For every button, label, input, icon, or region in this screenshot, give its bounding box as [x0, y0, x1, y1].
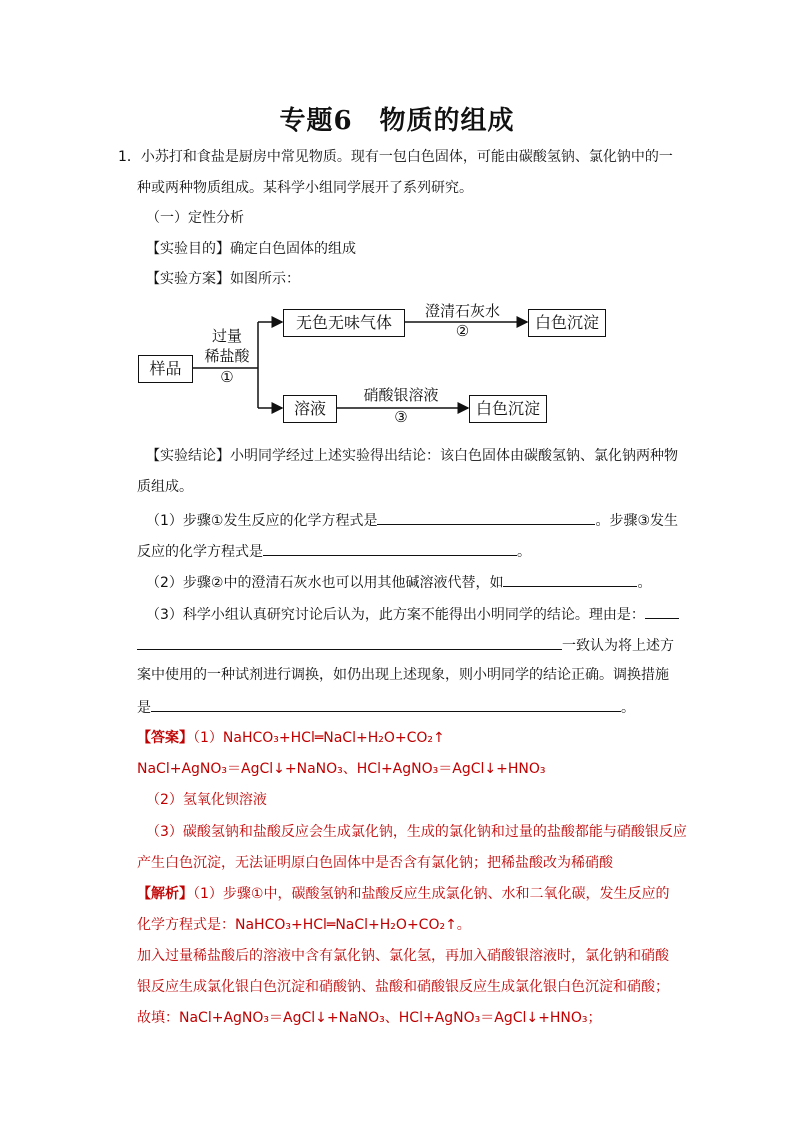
flow-diagram	[0, 0, 794, 440]
answer-line1	[137, 729, 445, 747]
q1-prompt-cont: 。步骤③发生	[595, 513, 679, 529]
conclusion-line2: 质组成。	[137, 479, 193, 495]
question-intro-line2: 种或两种物质组成。某科学小组同学展开了系列研究。	[137, 180, 473, 196]
plan-tag: 【实验方案】	[146, 271, 230, 287]
question-1-line1	[146, 510, 678, 530]
question-1-line2	[137, 541, 531, 561]
q3-prompt: （3）科学小组认真研究讨论后认为，此方案不能得出小明同学的结论。理由是：	[146, 607, 645, 623]
answer-3-line2: 产生白色沉淀，无法证明原白色固体中是否含有氯化钠；把稀盐酸改为稀硝酸	[137, 855, 613, 871]
question-3-line2	[137, 635, 674, 655]
reagent1-label-a: 过量	[211, 327, 242, 345]
section-heading: （一）定性分析	[146, 210, 244, 226]
q2-prompt: （2）步骤②中的澄清石灰水也可以用其他碱溶液代替，如	[146, 575, 504, 591]
analysis-line5: 故填：NaCl+AgNO₃＝AgCl↓+NaNO₃、HCl+AgNO₃＝AgCl↓+HNO₃；	[137, 1010, 602, 1026]
analysis-text-1: （1）步骤①中，碳酸氢钠和盐酸反应生成氯化钠、水和二氧化碳，发生反应的	[193, 886, 670, 902]
analysis-tag: 【解析】	[137, 886, 193, 902]
reagent2-label: 澄清石灰水	[424, 302, 500, 320]
answer-blank-4[interactable]	[645, 604, 679, 619]
answer-tag: 【答案】	[137, 730, 193, 746]
answer-blank-1[interactable]	[377, 510, 595, 525]
q1-end: 。	[517, 544, 531, 560]
q1-prompt: （1）步骤①发生反应的化学方程式是	[146, 513, 378, 529]
page-title: 专题6 物质的组成	[279, 106, 515, 136]
purpose-tag: 【实验目的】	[146, 241, 230, 257]
plan-text: 如图所示：	[230, 271, 300, 287]
analysis-line3: 加入过量稀盐酸后的溶液中含有氯化钠、氯化氢，再加入硝酸银溶液时，氯化钠和硝酸	[137, 948, 669, 964]
purpose-text: 确定白色固体的组成	[230, 241, 356, 257]
q3-cont: 一致认为将上述方	[562, 638, 674, 654]
conclusion-text: 小明同学经过上述实验得出结论：该白色固体由碳酸氢钠、氯化钠两种物	[230, 448, 678, 464]
question-3-line1	[146, 604, 679, 624]
analysis-line1	[137, 885, 669, 903]
question-intro-line1: 1．小苏打和食盐是厨房中常见物质。现有一包白色固体，可能由碳酸氢钠、氯化钠中的一	[118, 149, 673, 165]
step1-marker: ①	[220, 368, 234, 386]
answer-equation-2: NaCl+AgNO₃＝AgCl↓+NaNO₃、HCl+AgNO₃＝AgCl↓+HNO₃	[137, 761, 546, 777]
answer-equation-1: NaHCO₃+HCl═NaCl+H₂O+CO₂↑	[222, 730, 445, 746]
reagent3-label: 硝酸银溶液	[363, 386, 439, 404]
answer-blank-3[interactable]	[503, 572, 637, 587]
question-3-line3: 案中使用的一种试剂进行调换，如仍出现上述现象，则小明同学的结论正确。调换措施	[137, 667, 669, 683]
reagent1-label-b: 稀盐酸	[204, 347, 250, 365]
solution-box: 溶液	[283, 395, 337, 423]
step2-marker: ②	[455, 322, 470, 340]
answer-1-label: （1）	[193, 730, 223, 746]
answer-3-line1: （3）碳酸氢钠和盐酸反应会生成氯化钠，生成的氯化钠和过量的盐酸都能与硝酸银反应	[146, 824, 687, 840]
conclusion-line1	[146, 447, 678, 465]
gas-box: 无色无味气体	[283, 309, 405, 337]
conclusion-tag: 【实验结论】	[146, 448, 230, 464]
analysis-line2: 化学方程式是：NaHCO₃+HCl═NaCl+H₂O+CO₂↑。	[137, 917, 471, 933]
answer-blank-6[interactable]	[151, 697, 621, 712]
precipitate1-box: 白色沉淀	[528, 309, 606, 337]
sample-box: 样品	[138, 355, 193, 383]
question-3-line4	[137, 697, 635, 717]
answer-2: （2）氢氧化钡溶液	[146, 792, 267, 808]
q3-prompt-3: 是	[137, 700, 151, 716]
question-2	[146, 572, 651, 592]
answer-blank-2[interactable]	[263, 541, 517, 556]
q2-end: 。	[637, 575, 652, 591]
q1-prompt-2: 反应的化学方程式是	[137, 544, 263, 560]
precipitate2-box: 白色沉淀	[469, 395, 547, 423]
answer-blank-5[interactable]	[137, 635, 562, 650]
analysis-line4: 银反应生成氯化银白色沉淀和硝酸钠、盐酸和硝酸银反应生成氯化银白色沉淀和硝酸；	[137, 979, 669, 995]
q3-end: 。	[621, 700, 635, 716]
step3-marker: ③	[394, 408, 408, 426]
